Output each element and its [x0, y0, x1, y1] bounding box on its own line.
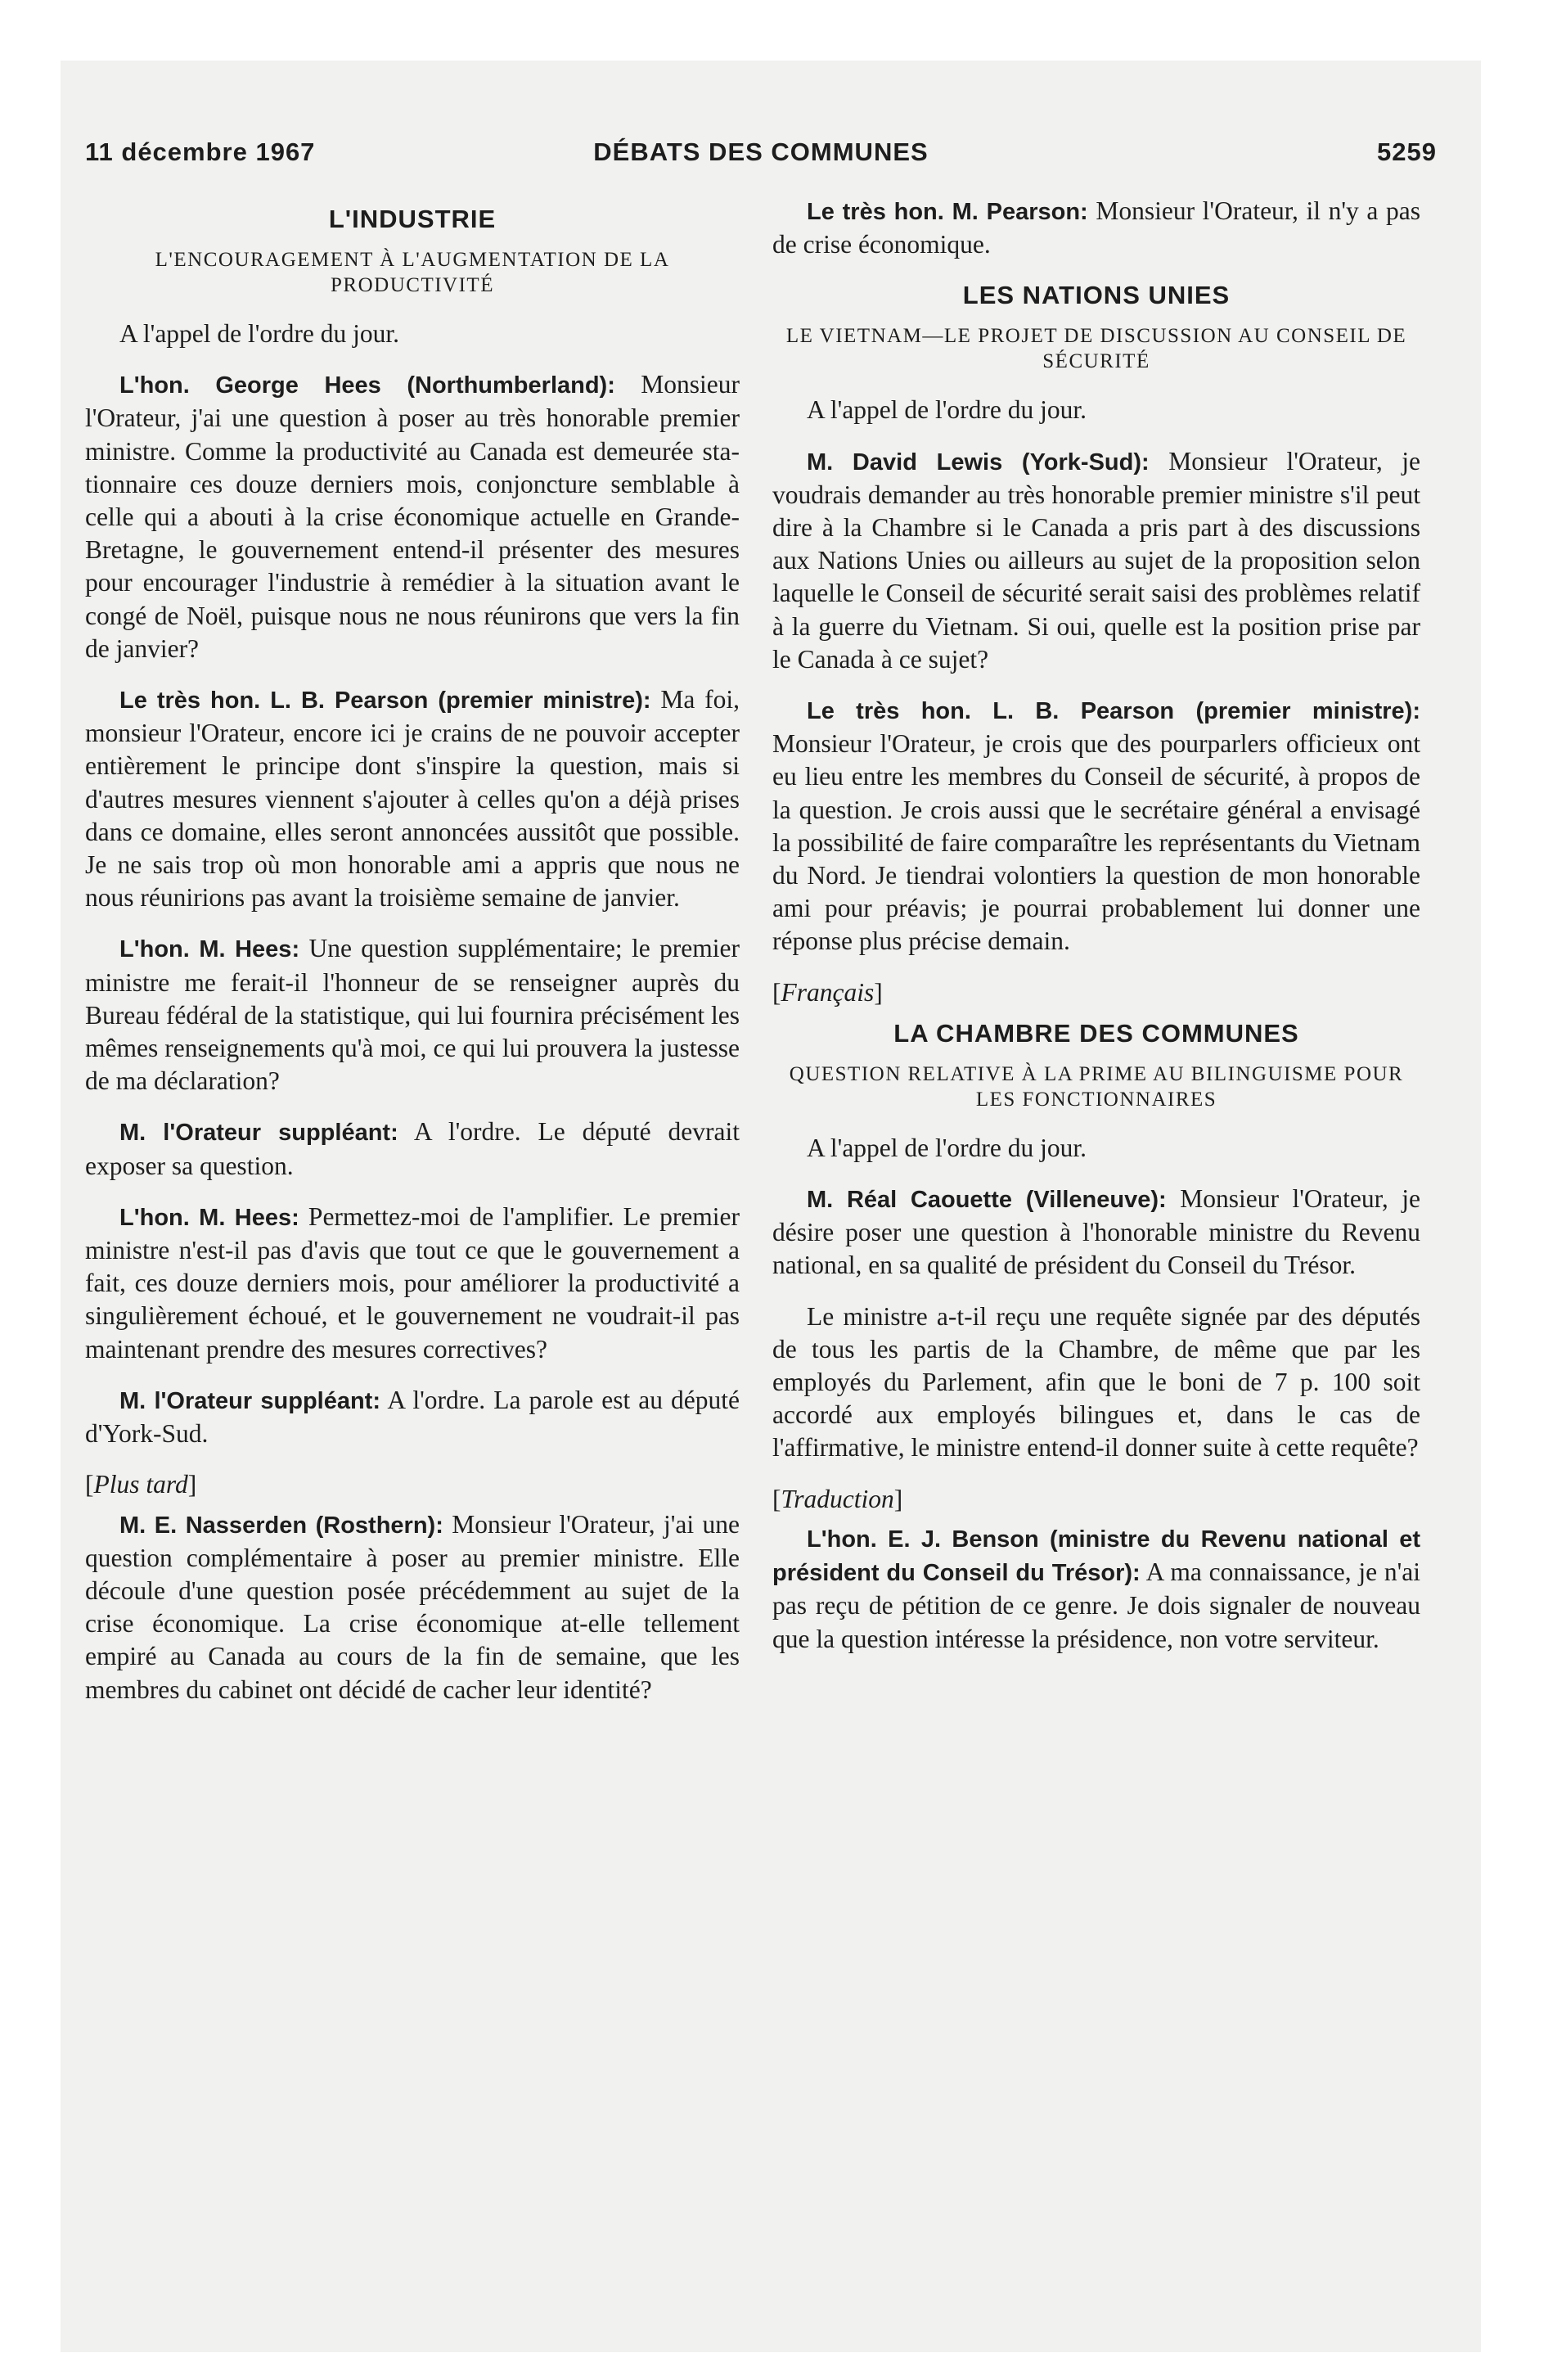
section-heading-chambre: LA CHAMBRE DES COMMUNES: [893, 1018, 1299, 1048]
speech-paragraph: [85, 932, 740, 1098]
speech-paragraph: [772, 1522, 1420, 1656]
header-page-number: 5259: [1377, 137, 1437, 166]
header-date: 11 décembre 1967: [85, 137, 316, 166]
header-title: DÉBATS DES COMMUNES: [593, 137, 929, 166]
section-heading-industrie: L'INDUSTRIE: [328, 205, 497, 233]
language-marker-text: Traduction: [781, 1484, 894, 1513]
speech-paragraph: [772, 445, 1420, 676]
language-marker-text: Français: [781, 977, 875, 1007]
subsection-heading-vietnam: LE VIETNAM—LE PROJET DE DISCUSSION AU CONSEIL DE SÉCURITÉ: [785, 325, 1407, 373]
speaker-name: Le très hon. M. Pearson:: [807, 199, 1088, 225]
right-column: [772, 195, 1420, 1674]
speaker-name: Le très hon. L. B. Pearson (premier ministre):: [807, 698, 1420, 725]
order-of-day: A l'appel de l'ordre du jour.: [807, 1133, 1087, 1162]
speech-text: A ma connaissance, je n'ai pas reçu de pétition de ce genre. Je dois signaler de nouveau que la question intéresse la présidence, non votre serviteur.: [772, 1557, 1420, 1653]
time-marker: [Plus tard]: [85, 1470, 197, 1499]
speech-text: A l'ordre. La parole est au député d'York-Sud.: [85, 1385, 740, 1449]
speaker-name: L'hon. M. Hees:: [119, 1204, 299, 1231]
speech-paragraph: [85, 368, 740, 665]
speech-text: Monsieur l'Orateur, il n'y a pas de crise économique.: [772, 196, 1420, 259]
speech-text: Monsieur l'Orateur, j'ai une question complémentaire à poser au premier ministre. Elle découle d'une question posée précédemment au sujet de la crise économique. La crise économique at-elle tellement empiré au Canada au cours de la fin de semaine, que les membres du cabinet ont décidé de cacher leur identité?: [85, 1509, 740, 1704]
speech-text: Une question supplémentaire; le premier ministre me ferait-il l'honneur de se renseigner auprès du Bureau fédéral de la statistique, qui lui fournira précisément les mêmes renseignements qu'à moi, ce qui lui prouvera la justesse de ma déclaration?: [85, 934, 740, 1096]
speech-paragraph: [772, 195, 1420, 261]
time-marker-text: Plus tard: [93, 1470, 188, 1499]
order-of-day: A l'appel de l'ordre du jour.: [119, 319, 400, 348]
speaker-name: M. Réal Caouette (Villeneuve):: [807, 1187, 1167, 1214]
speech-paragraph: [85, 1508, 740, 1706]
speech-text: Permettez-moi de l'amplifier. Le premier ministre n'est-il pas d'avis que tout ce que le gouvernement a fait, ces douze derniers mois, pour améliorer la productivité a singulièrement échoué, et le gouvernement ne voudrait-il pas maintenant prendre des mesures correctives?: [85, 1201, 740, 1364]
speaker-name: Le très hon. L. B. Pearson (premier ministre):: [119, 687, 651, 714]
order-of-day: A l'appel de l'ordre du jour.: [807, 395, 1087, 425]
speaker-name: M. David Lewis (York-Sud):: [807, 449, 1150, 476]
subsection-heading-bilinguisme: QUESTION RELATIVE À LA PRIME AU BILINGUISME POUR LES FONCTIONNAIRES: [789, 1062, 1404, 1111]
page-header: [85, 137, 1437, 177]
language-marker: [Français]: [772, 977, 883, 1007]
speech-paragraph: [772, 1183, 1420, 1282]
section-heading-nations-unies: LES NATIONS UNIES: [962, 281, 1231, 310]
speech-text: Monsieur l'Orateur, je désire poser une question à l'honorable ministre du Revenu national, en sa qualité de président du Conseil du Trésor.: [772, 1184, 1420, 1280]
speaker-name: M. l'Orateur suppléant:: [119, 1387, 381, 1414]
subsection-heading-productivite: L'ENCOURAGEMENT À L'AUGMENTATION DE LA PRODUCTIVITÉ: [155, 249, 670, 296]
speech-text: Ma foi, monsieur l'Orateur, encore ici je crains de ne pouvoir accepter entièrement le principe dont s'inspire la question, mais si d'autres mesures viennent s'ajouter à celles qu'on a déjà prises dans ce domaine, elles seront annoncées aussitôt que possible. Je ne sais trop où mon honorable ami a appris que nous ne nous réunirions pas avant la troisième semaine de janvier.: [85, 685, 740, 913]
language-marker: [Traduction]: [772, 1484, 903, 1513]
speech-paragraph: [772, 694, 1420, 958]
speaker-name: L'hon. M. Hees:: [119, 936, 300, 963]
speech-text: Monsieur l'Orateur, je voudrais demander au très honorable premier ministre s'il peut dire à la Chambre si le Canada a pris part à des discussions aux Nations Unies ou ailleurs au sujet de la proposition selon laquelle le Conseil de sécurité serait saisi des problèmes relatif à la guerre du Vietnam. Si oui, quelle est la position prise par le Canada à ce sujet?: [772, 446, 1420, 674]
left-column: [85, 195, 740, 1724]
speech-paragraph: [85, 683, 740, 914]
speaker-name: M. E. Nasserden (Rosthern):: [119, 1512, 443, 1539]
speech-text: A l'ordre. Le député devrait exposer sa question.: [85, 1117, 740, 1180]
speech-paragraph: Le ministre a-t-il reçu une requête signée par des députés de tous les partis de la Chambre, de même que par les employés du Parlement, afin que le boni de 7 p. 100 soit accordé aux employés bilingues et, dans le cas de l'affirmative, le ministre entend-il donner suite à cette requête?: [772, 1301, 1420, 1463]
speech-paragraph: [85, 1384, 740, 1450]
speaker-name: M. l'Orateur suppléant:: [119, 1120, 398, 1147]
speech-text: Monsieur l'Orateur, j'ai une question à poser au très honorable premier ministre. Comme la productivité au Canada est demeurée stationnaire ces douze derniers mois, conjoncture semblable à celle qui a abouti à la crise économique actuelle en Grande-Bretagne, le gouvernement entend-il présenter des mesures pour encourager l'industrie à remédier à la situation avant le congé de Noël, puisque nous ne nous réunirons que vers la fin de janvier?: [85, 370, 740, 663]
speech-paragraph: [85, 1116, 740, 1182]
speech-text: Monsieur l'Orateur, je crois que des pourparlers officieux ont eu lieu entre les membres du Conseil de sécurité, à propos de la question. Je crois aussi que le secrétaire général a envisagé la possibilité de faire comparaître les représentants du Vietnam du Nord. Je tiendrai volontiers la question de mon honorable ami pour préavis; je pourrai probablement lui donner une réponse plus précise demain.: [772, 729, 1420, 956]
speaker-name: L'hon. E. J. Benson (ministre du Revenu national et président du Conseil du Trésor):: [772, 1526, 1420, 1587]
speech-paragraph: [85, 1201, 740, 1366]
speaker-name: L'hon. George Hees (Northumberland):: [119, 372, 615, 399]
